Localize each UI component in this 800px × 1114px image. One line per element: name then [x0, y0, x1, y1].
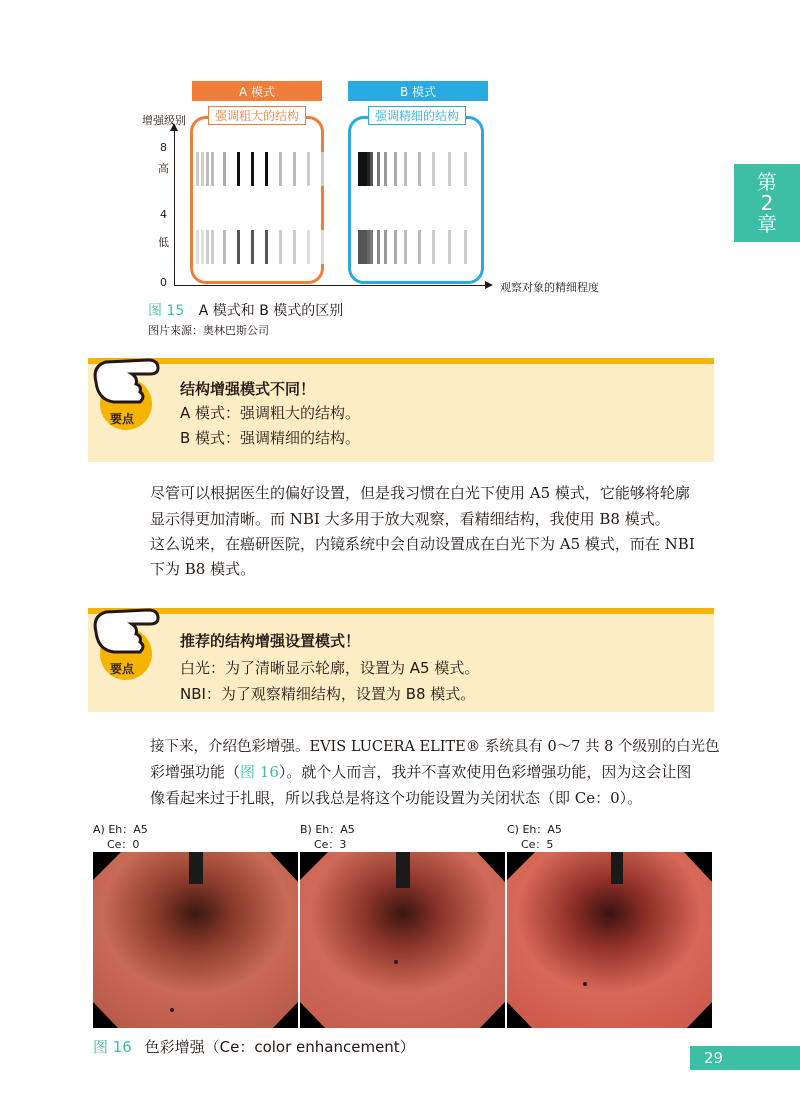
- pattern-bar: [394, 230, 397, 264]
- dialogue-2-text-b1: 彩增强功能（: [150, 763, 241, 781]
- dialogue-2-text-a: 接下来，介绍色彩增强。EVIS LUCERA ELITE® 系统具有 0～7 共 8 个级别的白光色: [150, 739, 720, 755]
- pattern-bar: [404, 152, 407, 186]
- endoscopy-photo-b: [300, 852, 505, 1028]
- pattern-bar: [251, 152, 254, 186]
- mode-b-subtitle: 强调精细的结构: [368, 106, 466, 125]
- pattern-bar: [293, 152, 296, 186]
- pattern-bar: [211, 230, 214, 264]
- y-tick-high: 高: [158, 162, 169, 175]
- page-number: 29: [690, 1046, 800, 1070]
- pattern-bar: [321, 152, 324, 186]
- pattern-bar: [321, 230, 324, 264]
- y-axis: [174, 130, 175, 286]
- pattern-bar: [223, 230, 226, 264]
- figure-16-number: 图 16: [93, 1038, 132, 1056]
- pattern-bar: [464, 152, 467, 186]
- figure-15-source: 图片来源：奥林巴斯公司: [148, 324, 269, 337]
- pattern-bar: [201, 152, 204, 186]
- keypoint-2-line1: 白光：为了清晰显示轮廓，设置为 A5 模式。: [180, 659, 480, 677]
- dialogue-1-text-d: 下为 B8 模式。: [150, 560, 256, 578]
- pattern-bar: [307, 230, 310, 264]
- figure-15-number: 图 15: [148, 303, 185, 319]
- pattern-bar: [384, 230, 387, 264]
- keypoint-2-line2: NBI：为了观察精细结构，设置为 B8 模式。: [180, 685, 476, 703]
- pattern-bar: [206, 152, 209, 186]
- keypoint-1-title: 结构增强模式不同！: [180, 380, 316, 398]
- mode-a-title: A 模式: [192, 81, 322, 101]
- pattern-bar: [293, 230, 296, 264]
- chapter-tab-line1: 第: [757, 169, 777, 194]
- keypoint-1-line2: B 模式：强调精细的结构。: [180, 429, 361, 447]
- keypoint-badge-1: 要点: [110, 412, 135, 426]
- figure-15-caption: [148, 300, 343, 320]
- pattern-bar: [418, 230, 421, 264]
- pattern-bar: [265, 152, 268, 186]
- speaker-badge-attending: [90, 485, 136, 502]
- pattern-bar: [448, 230, 451, 264]
- photo-a-label: A) Eh：A5 Ce：0: [93, 823, 148, 851]
- pattern-bar: [223, 152, 226, 186]
- dialogue-2-text-c: 像看起来过于扎眼，所以我总是将这个功能设置为关闭状态（即 Ce：0）。: [150, 789, 643, 807]
- pattern-bar: [377, 152, 380, 186]
- pattern-bar: [279, 152, 282, 186]
- pattern-bar: [237, 152, 240, 186]
- chapter-tab-line2: 2: [760, 190, 774, 215]
- y-tick-4: 4: [160, 208, 167, 221]
- pattern-bar: [464, 230, 467, 264]
- figure-16-caption: [93, 1036, 415, 1057]
- keypoint-box-2: [88, 608, 714, 712]
- dialogue-2-text-b2: ）。就个人而言，我并不喜欢使用色彩增强功能，因为这会让图: [278, 763, 692, 781]
- pattern-bar: [418, 152, 421, 186]
- pattern-bar: [307, 152, 310, 186]
- figure-15-caption-text: A 模式和 B 模式的区别: [198, 303, 344, 319]
- pattern-bar: [394, 152, 397, 186]
- pattern-bar: [377, 230, 380, 264]
- speaker-badge-resident: [90, 536, 136, 553]
- chapter-tab: [734, 164, 800, 242]
- pattern-bar: [370, 230, 373, 264]
- pattern-bar: [237, 230, 240, 264]
- pattern-bar: [370, 152, 373, 186]
- mode-a-subtitle: 强调粗大的结构: [208, 106, 306, 125]
- chapter-tab-line3: 章: [757, 211, 777, 236]
- x-axis-title: 观察对象的精细程度: [500, 281, 599, 294]
- y-tick-low: 低: [158, 236, 169, 249]
- y-tick-0: 0: [160, 276, 167, 289]
- y-axis-title: 增强级别: [142, 114, 186, 127]
- mode-b-title: B 模式: [348, 81, 488, 101]
- pattern-bar: [432, 230, 435, 264]
- speaker-label: 住院医师: [93, 541, 133, 552]
- photo-c-label: C) Eh：A5 Ce：5: [507, 823, 562, 851]
- endoscopy-photo-a: [93, 852, 298, 1028]
- pattern-bar: [265, 230, 268, 264]
- keypoint-box-1: [88, 358, 714, 462]
- endoscopy-photo-c: [507, 852, 712, 1028]
- speaker-badge-attending-2: [90, 738, 136, 755]
- keypoint-1-line1: A 模式：强调粗大的结构。: [180, 404, 361, 422]
- figure-15: [140, 78, 620, 298]
- speaker-label: 指导医师: [93, 490, 133, 501]
- dialogue-1-text-b: 显示得更加清晰。而 NBI 大多用于放大观察，看精细结构，我使用 B8 模式。: [150, 510, 670, 528]
- dialogue-1-text-a: 尽管可以根据医生的偏好设置，但是我习惯在白光下使用 A5 模式，它能够将轮廓: [150, 484, 690, 502]
- pattern-bar: [432, 152, 435, 186]
- dialogue-2-text-b: [150, 761, 691, 782]
- pattern-bar: [251, 230, 254, 264]
- x-axis: [174, 285, 489, 286]
- pattern-bar: [384, 152, 387, 186]
- pattern-bar: [448, 152, 451, 186]
- photo-b-label: B) Eh：A5 Ce：3: [300, 823, 355, 851]
- figure-16-reference-link[interactable]: 图 16: [240, 763, 279, 781]
- pattern-bar: [279, 230, 282, 264]
- y-tick-8: 8: [160, 141, 167, 154]
- speaker-label: 指导医师: [93, 743, 133, 754]
- pattern-bar: [196, 152, 199, 186]
- pattern-bar: [201, 230, 204, 264]
- figure-16-caption-text: 色彩增强（Ce：color enhancement）: [144, 1038, 415, 1056]
- keypoint-badge-2: 要点: [110, 662, 135, 676]
- dialogue-1-text-c: 这么说来，在癌研医院，内镜系统中会自动设置成在白光下为 A5 模式，而在 NBI: [150, 535, 695, 553]
- pattern-bar: [211, 152, 214, 186]
- pattern-bar: [206, 230, 209, 264]
- pattern-bar: [404, 230, 407, 264]
- x-axis-arrow: [485, 281, 493, 289]
- pattern-bar: [196, 230, 199, 264]
- keypoint-2-title: 推荐的结构增强设置模式！: [180, 632, 361, 650]
